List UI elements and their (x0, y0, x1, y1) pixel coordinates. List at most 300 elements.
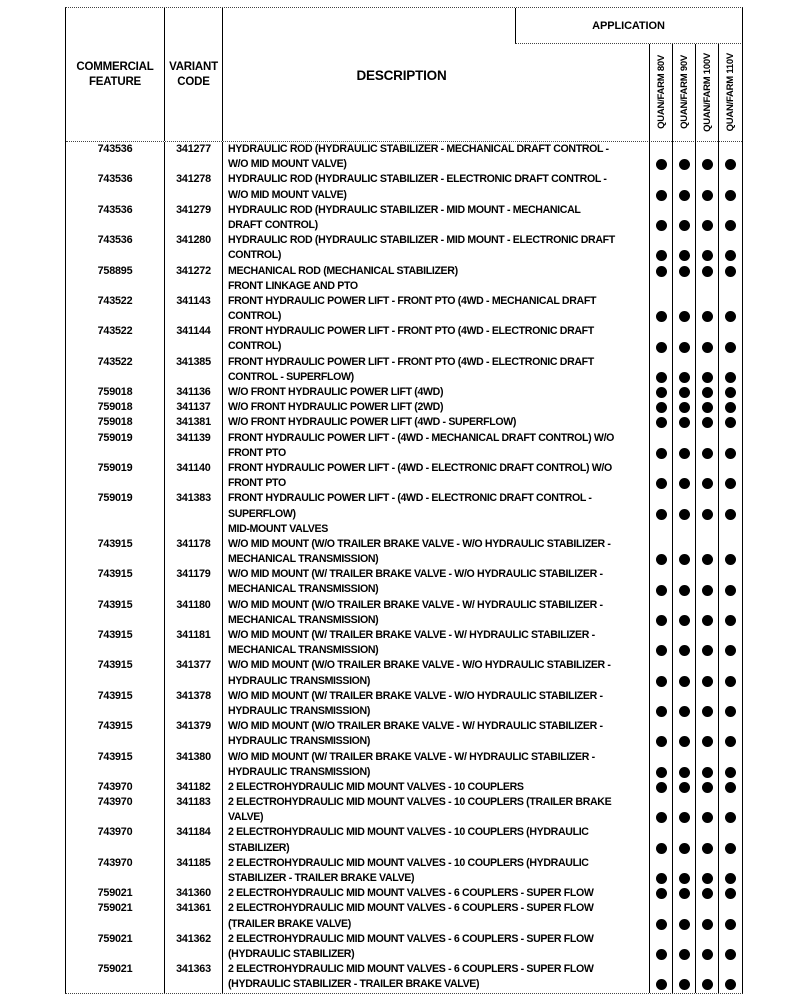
application-dot (702, 615, 713, 626)
application-dot-cell (650, 491, 673, 506)
table-row (66, 658, 742, 673)
application-dot-cell (673, 309, 696, 324)
application-dot-cell (673, 567, 696, 582)
application-dot-cell (673, 157, 696, 172)
application-dot-cell (650, 658, 673, 673)
commercial-feature-cell: 743536 (66, 142, 165, 157)
description-cell: FRONT HYDRAULIC POWER LIFT - (4WD - ELECTRONIC DRAFT CONTROL - (223, 491, 650, 506)
description-cell: CONTROL) (223, 339, 650, 354)
commercial-feature-cell: 743970 (66, 795, 165, 810)
application-dot-cell (673, 977, 696, 992)
application-dot-cell (673, 658, 696, 673)
application-dot-cell (719, 658, 742, 673)
variant-code-cell: 341182 (165, 780, 223, 795)
variant-code-cell: 341272 (165, 264, 223, 279)
application-column-label: QUAN/FARM 100V (701, 52, 713, 132)
application-dot-cell (719, 704, 742, 719)
application-dot (702, 250, 713, 261)
application-dot-cell (673, 370, 696, 385)
application-dot-cell (673, 825, 696, 840)
variant-code-cell: 341385 (165, 355, 223, 370)
application-dot-cell (719, 446, 742, 461)
application-dot (702, 949, 713, 960)
application-dot-cell (719, 248, 742, 263)
table-row (66, 309, 742, 324)
commercial-feature-cell: 743522 (66, 294, 165, 309)
application-dot (656, 676, 667, 687)
commercial-feature-cell (66, 917, 165, 932)
variant-code-cell: 341377 (165, 658, 223, 673)
description-cell: 2 ELECTROHYDRAULIC MID MOUNT VALVES - 10 COUPLERS (HYDRAULIC (223, 856, 650, 871)
table-row (66, 901, 742, 916)
commercial-feature-cell: 743915 (66, 567, 165, 582)
application-dot-cell (673, 704, 696, 719)
application-dot-cell (650, 324, 673, 339)
application-dot-cell (696, 582, 719, 597)
application-dot-cell (650, 825, 673, 840)
application-dot-cell (696, 643, 719, 658)
application-dot-cell (719, 279, 742, 294)
application-dot-cell (696, 491, 719, 506)
application-dot-cell (650, 780, 673, 795)
variant-code-cell (165, 765, 223, 780)
application-dot (725, 220, 736, 231)
description-cell: W/O MID MOUNT VALVE) (223, 157, 650, 172)
application-dot (725, 387, 736, 398)
application-dot (656, 266, 667, 277)
application-dot-cell (673, 461, 696, 476)
commercial-feature-cell (66, 309, 165, 324)
application-dot-cell (696, 552, 719, 567)
variant-code-cell: 341137 (165, 400, 223, 415)
variant-code-cell (165, 476, 223, 491)
application-dot-cell (719, 795, 742, 810)
table-row (66, 415, 742, 430)
application-dot-cell (696, 264, 719, 279)
application-dot (725, 873, 736, 884)
table-row (66, 825, 742, 840)
application-dot-cell (696, 689, 719, 704)
commercial-feature-cell (66, 446, 165, 461)
variant-code-cell (165, 977, 223, 992)
application-dot-cell (650, 613, 673, 628)
table-row (66, 962, 742, 977)
description-cell: CONTROL) (223, 248, 650, 263)
application-dot-cell (719, 324, 742, 339)
table-row (66, 172, 742, 187)
description-cell: HYDRAULIC ROD (HYDRAULIC STABILIZER - MID MOUNT - ELECTRONIC DRAFT (223, 233, 650, 248)
application-dot-cell (650, 446, 673, 461)
application-dot-cell (696, 734, 719, 749)
application-dot-cell (650, 689, 673, 704)
parts-table (65, 7, 743, 994)
table-row (66, 977, 742, 992)
application-dot-cell (719, 734, 742, 749)
description-cell: 2 ELECTROHYDRAULIC MID MOUNT VALVES - 10 COUPLERS (HYDRAULIC (223, 825, 650, 840)
variant-code-cell: 341184 (165, 825, 223, 840)
application-dot-cell (719, 461, 742, 476)
application-dot-cell (650, 598, 673, 613)
application-dot (679, 478, 690, 489)
description-cell: (HYDRAULIC STABILIZER - TRAILER BRAKE VALVE) (223, 977, 650, 992)
table-row (66, 370, 742, 385)
application-dot-cell (719, 431, 742, 446)
commercial-feature-cell: 743915 (66, 598, 165, 613)
commercial-feature-cell: 743536 (66, 203, 165, 218)
variant-code-cell: 341143 (165, 294, 223, 309)
description-cell: CONTROL - SUPERFLOW) (223, 370, 650, 385)
application-dot-cell (719, 810, 742, 825)
application-dot-cell (719, 825, 742, 840)
application-dot-cell (719, 157, 742, 172)
application-dot (702, 478, 713, 489)
application-dot-cell (673, 294, 696, 309)
commercial-feature-cell (66, 947, 165, 962)
application-dot (656, 585, 667, 596)
variant-code-cell: 341180 (165, 598, 223, 613)
application-dot (725, 250, 736, 261)
application-dot (679, 706, 690, 717)
description-cell: VALVE) (223, 810, 650, 825)
application-dot-cell (719, 355, 742, 370)
application-dot-cell (696, 871, 719, 886)
commercial-feature-cell (66, 841, 165, 856)
variant-code-cell: 341360 (165, 886, 223, 901)
table-row (66, 233, 742, 248)
application-dot (725, 615, 736, 626)
application-dot (702, 372, 713, 383)
application-column-label: QUAN/FARM 110V (724, 52, 736, 132)
table-row (66, 765, 742, 780)
table-row (66, 628, 742, 643)
application-dot-cell (650, 279, 673, 294)
application-dot-cell (673, 233, 696, 248)
application-dot (725, 159, 736, 170)
description-cell: HYDRAULIC ROD (HYDRAULIC STABILIZER - ELECTRONIC DRAFT CONTROL - (223, 172, 650, 187)
application-dot-cell (696, 917, 719, 932)
application-dot-cell (719, 613, 742, 628)
application-dot (656, 843, 667, 854)
commercial-feature-cell (66, 552, 165, 567)
table-row (66, 932, 742, 947)
application-dot-cell (650, 810, 673, 825)
application-dot (679, 812, 690, 823)
application-dot (702, 873, 713, 884)
commercial-feature-cell: 743522 (66, 324, 165, 339)
application-dot-cell (673, 507, 696, 522)
application-dot-cell (650, 719, 673, 734)
description-cell: HYDRAULIC ROD (HYDRAULIC STABILIZER - MID MOUNT - MECHANICAL (223, 203, 650, 218)
application-dot (702, 736, 713, 747)
table-row (66, 871, 742, 886)
application-dot (656, 979, 667, 990)
application-dot-cell (719, 750, 742, 765)
variant-code-cell (165, 522, 223, 537)
commercial-feature-cell: 759018 (66, 415, 165, 430)
commercial-feature-cell (66, 674, 165, 689)
application-dot (702, 979, 713, 990)
variant-code-cell: 341379 (165, 719, 223, 734)
application-dot-cell (673, 598, 696, 613)
application-dot-cell (696, 339, 719, 354)
application-dot-cell (650, 461, 673, 476)
application-dot (679, 767, 690, 778)
application-dot (679, 342, 690, 353)
application-dot (679, 873, 690, 884)
description-cell: W/O FRONT HYDRAULIC POWER LIFT (2WD) (223, 400, 650, 415)
description-cell: 2 ELECTROHYDRAULIC MID MOUNT VALVES - 10 COUPLERS (TRAILER BRAKE (223, 795, 650, 810)
application-dot-cell (719, 886, 742, 901)
application-dot (679, 266, 690, 277)
commercial-feature-cell (66, 370, 165, 385)
table-row (66, 734, 742, 749)
description-cell: STABILIZER - TRAILER BRAKE VALVE) (223, 871, 650, 886)
table-row (66, 598, 742, 613)
application-dot-cell (650, 643, 673, 658)
commercial-feature-cell: 743522 (66, 355, 165, 370)
commercial-feature-cell: 743915 (66, 537, 165, 552)
application-dot-cell (673, 522, 696, 537)
table-row (66, 947, 742, 962)
application-dot-cell (650, 704, 673, 719)
application-dot (679, 585, 690, 596)
commercial-feature-cell (66, 810, 165, 825)
application-dot (656, 311, 667, 322)
application-dot-cell (719, 977, 742, 992)
application-dot-cell (696, 507, 719, 522)
table-row (66, 324, 742, 339)
application-dot (679, 372, 690, 383)
commercial-feature-cell (66, 157, 165, 172)
description-cell: FRONT HYDRAULIC POWER LIFT - (4WD - MECHANICAL DRAFT CONTROL) W/O (223, 431, 650, 446)
application-dot-cell (696, 750, 719, 765)
application-dot-cell (719, 233, 742, 248)
application-dot-cell (719, 780, 742, 795)
table-row (66, 476, 742, 491)
application-dot-cell (673, 491, 696, 506)
table-row (66, 841, 742, 856)
application-dot-cell (650, 628, 673, 643)
commercial-feature-cell: 743536 (66, 233, 165, 248)
application-dot-cell (673, 248, 696, 263)
commercial-feature-cell (66, 734, 165, 749)
application-dot (679, 949, 690, 960)
commercial-feature-cell: 759019 (66, 491, 165, 506)
description-cell: STABILIZER) (223, 841, 650, 856)
application-dot-cell (719, 507, 742, 522)
application-dot-cell (696, 446, 719, 461)
application-dot (725, 372, 736, 383)
application-dot-cell (719, 385, 742, 400)
table-row (66, 507, 742, 522)
application-dot-cell (650, 522, 673, 537)
variant-code-cell: 341185 (165, 856, 223, 871)
application-dot-cell (696, 704, 719, 719)
application-dot-cell (650, 765, 673, 780)
description-cell: CONTROL) (223, 309, 650, 324)
commercial-feature-cell: 743915 (66, 658, 165, 673)
application-dot-cell (673, 385, 696, 400)
description-cell: W/O MID MOUNT VALVE) (223, 188, 650, 203)
application-dot (679, 554, 690, 565)
variant-code-cell (165, 613, 223, 628)
application-dot-cell (650, 248, 673, 263)
description-cell: SUPERFLOW) (223, 507, 650, 522)
application-dot-cell (696, 370, 719, 385)
commercial-feature-cell: 743915 (66, 628, 165, 643)
commercial-feature-cell (66, 339, 165, 354)
application-dot (725, 736, 736, 747)
variant-code-cell: 341378 (165, 689, 223, 704)
application-dot (702, 220, 713, 231)
application-dot (702, 509, 713, 520)
variant-code-cell: 341278 (165, 172, 223, 187)
application-dot (656, 645, 667, 656)
application-dot (656, 949, 667, 960)
description-cell: DRAFT CONTROL) (223, 218, 650, 233)
commercial-feature-cell (66, 765, 165, 780)
application-dot-cell (650, 172, 673, 187)
application-dot-cell (650, 795, 673, 810)
application-dot-cell (719, 491, 742, 506)
application-dot-cell (650, 355, 673, 370)
application-dot-cell (719, 415, 742, 430)
application-dot-cell (650, 188, 673, 203)
application-dot (679, 645, 690, 656)
application-dot-cell (673, 339, 696, 354)
application-dot-cell (719, 309, 742, 324)
application-dot-cell (650, 886, 673, 901)
commercial-feature-cell: 743915 (66, 750, 165, 765)
commercial-feature-cell: 759021 (66, 901, 165, 916)
application-dot-cell (696, 233, 719, 248)
commercial-feature-cell: 743970 (66, 856, 165, 871)
table-row (66, 157, 742, 172)
application-dot (702, 402, 713, 413)
application-dot-cell (650, 552, 673, 567)
application-dot (702, 190, 713, 201)
application-dot (702, 767, 713, 778)
variant-code-cell (165, 871, 223, 886)
application-dot-cell (673, 264, 696, 279)
variant-code-cell (165, 248, 223, 263)
application-dot-cell (696, 157, 719, 172)
application-dot (656, 478, 667, 489)
application-dot-cell (696, 825, 719, 840)
application-dot-cell (650, 917, 673, 932)
table-row (66, 142, 742, 157)
application-column-headers (649, 44, 741, 142)
variant-code-cell (165, 582, 223, 597)
application-dot (656, 220, 667, 231)
table-row (66, 385, 742, 400)
commercial-feature-cell: 743970 (66, 825, 165, 840)
application-dot (702, 888, 713, 899)
application-dot-cell (650, 218, 673, 233)
application-dot (679, 417, 690, 428)
table-row (66, 704, 742, 719)
application-dot-cell (673, 203, 696, 218)
commercial-feature-cell (66, 476, 165, 491)
application-dot-cell (696, 658, 719, 673)
description-cell: W/O MID MOUNT (W/O TRAILER BRAKE VALVE - W/O HYDRAULIC STABILIZER - (223, 537, 650, 552)
application-dot-cell (719, 841, 742, 856)
application-dot-cell (650, 962, 673, 977)
application-dot (656, 782, 667, 793)
application-dot (702, 919, 713, 930)
header-variant-code: VARIANT CODE (165, 8, 223, 141)
variant-code-cell: 341140 (165, 461, 223, 476)
application-dot-cell (719, 643, 742, 658)
variant-code-cell: 341363 (165, 962, 223, 977)
application-dot (725, 311, 736, 322)
application-dot (702, 676, 713, 687)
application-dot-cell (650, 294, 673, 309)
application-dot-cell (650, 901, 673, 916)
application-dot-cell (650, 750, 673, 765)
commercial-feature-cell (66, 188, 165, 203)
application-dot (702, 645, 713, 656)
application-dot-cell (673, 446, 696, 461)
table-row (66, 689, 742, 704)
variant-code-cell (165, 309, 223, 324)
application-dot-cell (650, 871, 673, 886)
application-dot (725, 812, 736, 823)
application-dot-cell (719, 582, 742, 597)
application-dot-cell (650, 370, 673, 385)
table-row (66, 674, 742, 689)
application-dot-cell (719, 917, 742, 932)
commercial-feature-cell (66, 248, 165, 263)
application-dot-cell (719, 218, 742, 233)
application-dot-cell (719, 552, 742, 567)
table-row (66, 613, 742, 628)
application-dot-cell (696, 674, 719, 689)
application-dot (679, 250, 690, 261)
application-column-label: QUAN/FARM 80V (655, 55, 667, 129)
application-dot-cell (673, 810, 696, 825)
application-dot-cell (696, 415, 719, 430)
table-row (66, 810, 742, 825)
variant-code-cell (165, 279, 223, 294)
application-dot-cell (673, 901, 696, 916)
commercial-feature-cell (66, 613, 165, 628)
application-dot-cell (673, 734, 696, 749)
application-column-header (672, 44, 695, 142)
application-dot-cell (673, 324, 696, 339)
application-column-header (695, 44, 718, 142)
application-dot-cell (696, 780, 719, 795)
variant-code-cell (165, 810, 223, 825)
application-dot-cell (650, 309, 673, 324)
application-dot-cell (696, 810, 719, 825)
application-dot-cell (719, 400, 742, 415)
application-dot-cell (673, 643, 696, 658)
description-cell: HYDRAULIC TRANSMISSION) (223, 704, 650, 719)
application-dot (679, 676, 690, 687)
application-dot-cell (650, 734, 673, 749)
application-dot-cell (673, 613, 696, 628)
application-dot-cell (673, 886, 696, 901)
application-dot (725, 585, 736, 596)
application-dot-cell (673, 674, 696, 689)
application-dot-cell (673, 780, 696, 795)
application-dot (702, 387, 713, 398)
application-dot (702, 266, 713, 277)
variant-code-cell: 341381 (165, 415, 223, 430)
application-dot (702, 417, 713, 428)
application-dot-cell (719, 537, 742, 552)
